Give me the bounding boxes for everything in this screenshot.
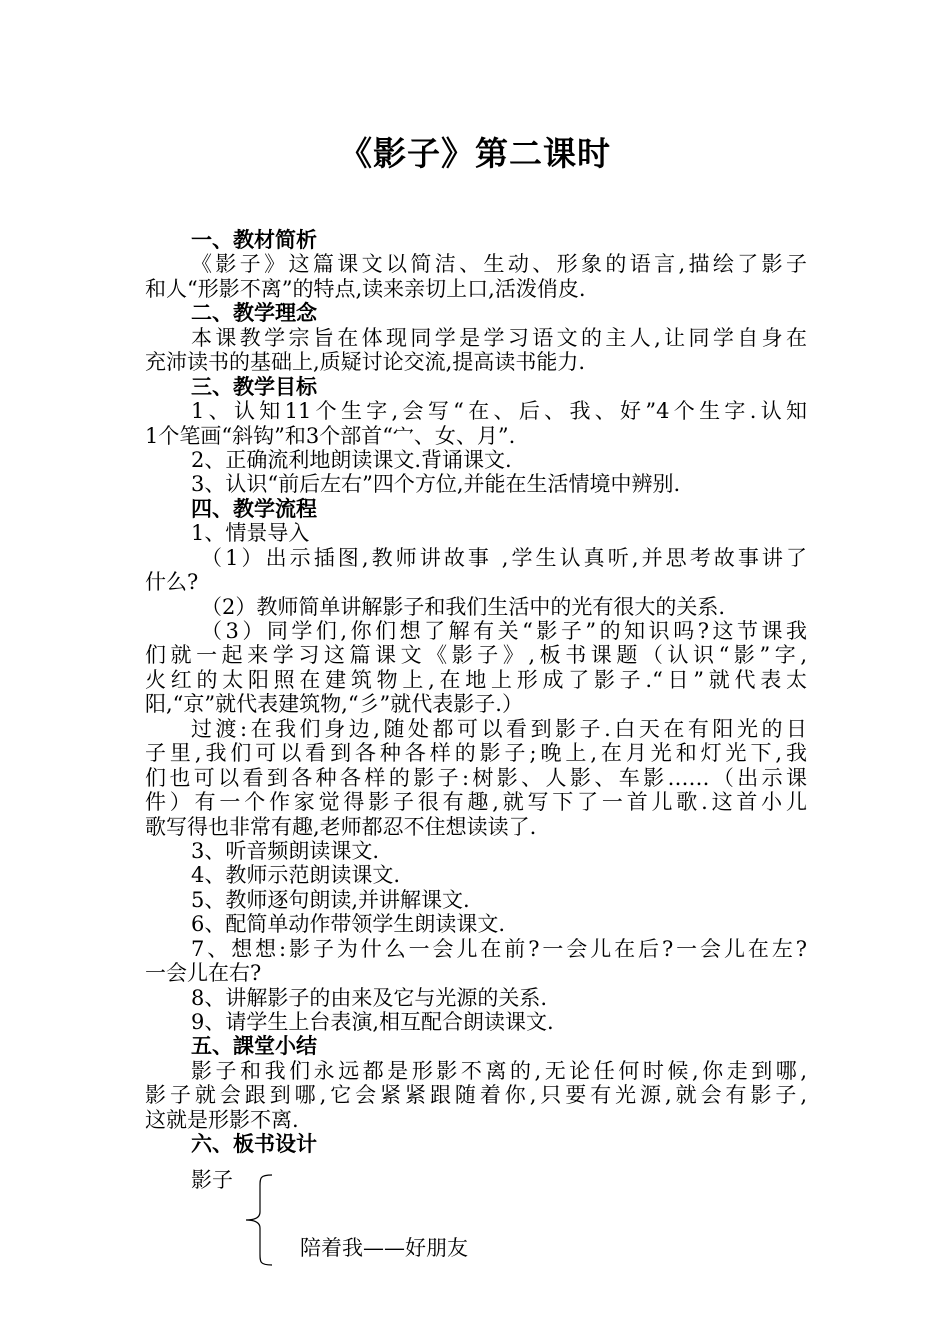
paragraph-line: 们就一起来学习这篇课文《影子》,板书课题（认识“影”字, (145, 643, 807, 668)
paragraph-line: 5、教师逐句朗读,并讲解课文. (191, 887, 470, 912)
paragraph-line: 一会儿在右? (145, 961, 262, 986)
paragraph-line: 2、正确流利地朗读课文.背诵课文. (191, 447, 512, 472)
paragraph-line: 火红的太阳照在建筑物上,在地上形成了影子.“日”就代表太 (145, 667, 807, 692)
brace-icon (240, 1174, 280, 1266)
board-label: 影子 (191, 1168, 233, 1192)
paragraph-line: 8、讲解影子的由来及它与光源的关系. (191, 985, 548, 1010)
paragraph-line: 过渡:在我们身边,随处都可以看到影子.白天在有阳光的日 (191, 716, 807, 741)
paragraph-line: 1、认知11个生字,会写“在、后、我、好”4个生字.认知 (191, 399, 807, 424)
paragraph-line: 这就是形影不离. (145, 1107, 299, 1132)
paragraph-line: 本课教学宗旨在体现同学是学习语文的主人,让同学自身在 (191, 325, 807, 350)
paragraph-line: 7、想想:影子为什么一会儿在前?一会儿在后?一会儿在左? (191, 936, 807, 961)
paragraph-line: 充沛读书的基础上,质疑讨论交流,提高读书能力. (145, 350, 586, 375)
section-heading: 一、教材简析 (191, 228, 317, 252)
document-body (145, 228, 807, 1157)
section-heading: 三、教学目标 (191, 374, 317, 399)
paragraph-line: 歌写得也非常有趣,老师都忍不住想读读了. (145, 814, 537, 839)
paragraph-line: 《影子》这篇课文以简洁、生动、形象的语言,描绘了影子 (191, 252, 807, 277)
section-heading: 五、課堂小结 (191, 1034, 317, 1059)
section-heading: 六、板书设计 (191, 1132, 317, 1157)
paragraph-line: 和人“形影不离”的特点,读来亲切上口,活泼俏皮. (145, 276, 586, 301)
paragraph-line: 3、听音频朗读课文. (191, 838, 380, 863)
paragraph-line: 影子和我们永远都是形影不离的,无论任何时候,你走到哪, (191, 1058, 807, 1083)
section-heading: 二、教学理念 (191, 301, 317, 326)
paragraph-line: 1、情景导入 (191, 521, 310, 546)
paragraph-line: 们也可以看到各种各样的影子:树影、人影、车影……（出示课 (145, 765, 807, 790)
section-heading: 四、教学流程 (191, 496, 317, 521)
paragraph-line: 子里,我们可以看到各种各样的影子;晚上,在月光和灯光下,我 (145, 741, 807, 766)
paragraph-line: 1个笔画“斜钩”和3个部首“宀、女、月”. (145, 423, 516, 448)
paragraph-line: 什么? (145, 570, 199, 595)
paragraph-line: 4、教师示范朗读课文. (191, 863, 401, 888)
paragraph-line: 9、请学生上台表演,相互配合朗读课文. (191, 1010, 554, 1034)
paragraph-line: （1）出示插图,教师讲故事 ,学生认真听,并思考故事讲了 (201, 545, 807, 570)
blackboard-design (145, 1168, 645, 1278)
page-title: 《影子》第二课时 (339, 134, 611, 173)
paragraph-line: （3）同学们,你们想了解有关“影子”的知识吗?这节课我 (201, 619, 807, 643)
paragraph-line: 6、配简单动作带领学生朗读课文. (191, 912, 506, 937)
paragraph-line: 阳,“京”就代表建筑物,“彡”就代表影子.） (145, 692, 523, 717)
paragraph-line: 影子就会跟到哪,它会紧紧跟随着你,只要有光源,就会有影子, (145, 1083, 807, 1108)
board-item: 陪着我——好朋友 (300, 1236, 468, 1260)
paragraph-line: 3、认识“前后左右”四个方位,并能在生活情境中辨别. (191, 472, 681, 497)
paragraph-line: 件）有一个作家觉得影子很有趣,就写下了一首儿歌.这首小儿 (145, 790, 807, 815)
paragraph-line: （2）教师简单讲解影子和我们生活中的光有很大的关系. (201, 594, 726, 619)
